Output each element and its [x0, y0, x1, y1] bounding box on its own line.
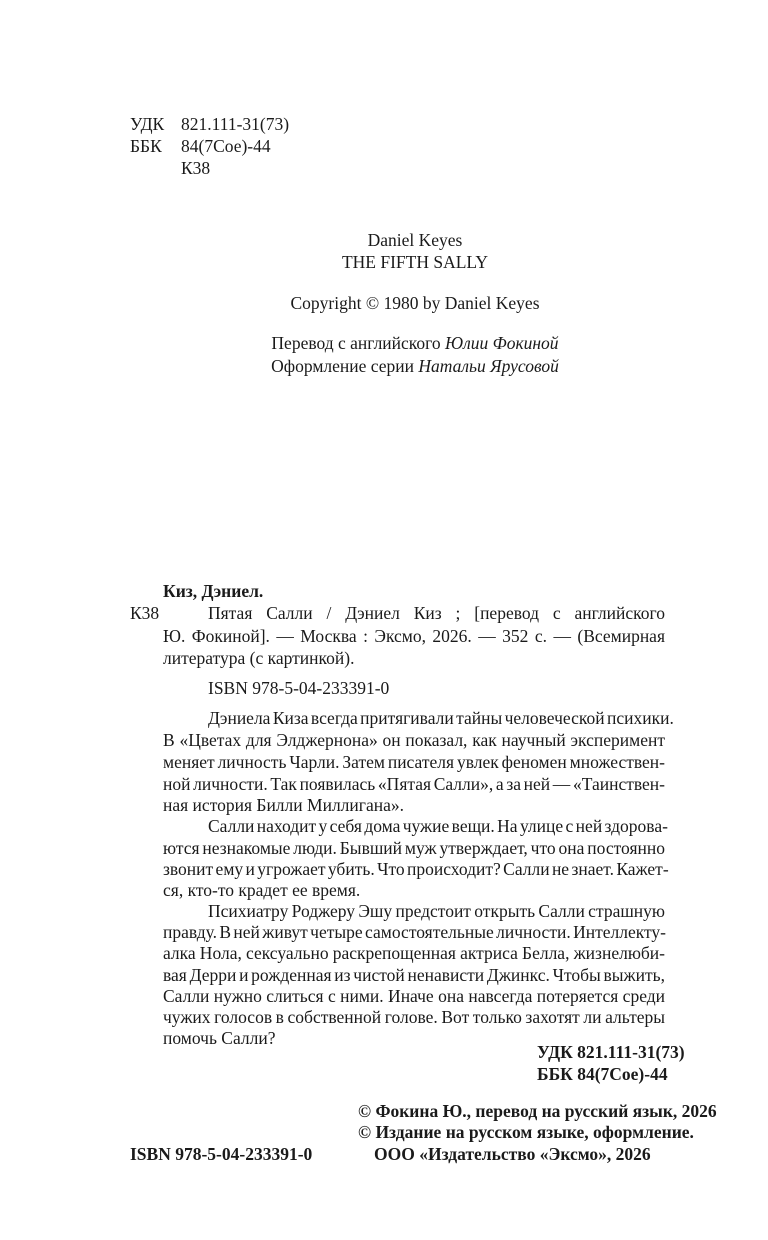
annotation-line: Салли нужно слиться с ними. Иначе она навсегда потеряется среди — [163, 986, 665, 1006]
catalog-isbn: ISBN 978-5-04-233391-0 — [208, 678, 390, 698]
footer-bbk: ББК 84(7Сое)-44 — [537, 1064, 668, 1084]
original-copyright: Copyright © 1980 by Daniel Keyes — [290, 293, 540, 313]
original-title: THE FIFTH SALLY — [341, 252, 489, 272]
udk-code: 821.111-31(73) — [181, 114, 290, 134]
catalog-mark: К38 — [130, 603, 160, 623]
udk-label: УДК — [130, 114, 165, 134]
translator-credit — [0, 333, 768, 354]
translation-prefix: Перевод с английского — [271, 333, 441, 353]
publisher-copyright: ООО «Издательство «Эксмо», 2026 — [374, 1144, 651, 1164]
annotation-line: Психиатру Роджеру Эшу предстоит открыть Салли страшную — [208, 901, 665, 921]
design-prefix: Оформление серии — [271, 356, 415, 376]
annotation-line: Дэниела Киза всегда притягивали тайны человеческой психики. — [208, 708, 674, 728]
author-mark: К38 — [181, 158, 211, 178]
annotation-line: правду. В ней живут четыре самостоятельные личности. Интеллекту- — [163, 922, 666, 942]
annotation-line: звонит ему и угрожает убить. Что происходит? Салли не знает. Кажет- — [163, 859, 669, 879]
translation-copyright: © Фокина Ю., перевод на русский язык, 2026 — [358, 1101, 717, 1121]
annotation-line: алка Нола, сексуально раскрепощенная актриса Белла, жизнелюби- — [163, 943, 665, 963]
bbk-code: 84(7Сое)-44 — [181, 136, 271, 156]
annotation-line: вая Дерри и рожденная из чистой ненависти Джинкс. Чтобы выжить, — [163, 965, 665, 985]
translator-name: Юлии Фокиной — [445, 333, 559, 353]
annotation-line: ной личности. Так появилась «Пятая Салли», а за ней — «Таинствен- — [163, 774, 665, 794]
annotation-line: Салли находит у себя дома чужие вещи. На улице с ней здорова- — [208, 816, 668, 836]
annotation-line: меняет личность Чарли. Затем писателя увлек феномен множествен- — [163, 752, 665, 772]
footer-isbn: ISBN 978-5-04-233391-0 — [130, 1144, 313, 1164]
annotation-line: ся, кто-то крадет ее время. — [163, 880, 361, 900]
designer-credit — [0, 356, 768, 377]
annotation-line: ются незнакомые люди. Бывший муж утверждает, что она постоянно — [163, 838, 665, 858]
annotation-line: помочь Салли? — [163, 1028, 276, 1048]
annotation-line: чужих голосов в собственной голове. Вот только захотят ли альтеры — [163, 1007, 665, 1027]
footer-udk: УДК 821.111-31(73) — [537, 1042, 685, 1062]
catalog-author-heading: Киз, Дэниел. — [163, 581, 264, 601]
catalog-line: литература (с картинкой). — [163, 648, 355, 668]
catalog-line: Пятая Салли / Дэниел Киз ; [перевод с английского — [208, 603, 665, 623]
edition-copyright: © Издание на русском языке, оформление. — [358, 1122, 694, 1142]
designer-name: Натальи Ярусовой — [418, 356, 559, 376]
bbk-label: ББК — [130, 136, 162, 156]
annotation-line: В «Цветах для Элджернона» он показал, как научный эксперимент — [163, 730, 665, 750]
annotation-line: ная история Билли Миллигана». — [163, 795, 404, 815]
original-author: Daniel Keyes — [367, 230, 463, 250]
catalog-line: Ю. Фокиной]. — Москва : Эксмо, 2026. — 352 с. — (Всемирная — [163, 626, 665, 646]
